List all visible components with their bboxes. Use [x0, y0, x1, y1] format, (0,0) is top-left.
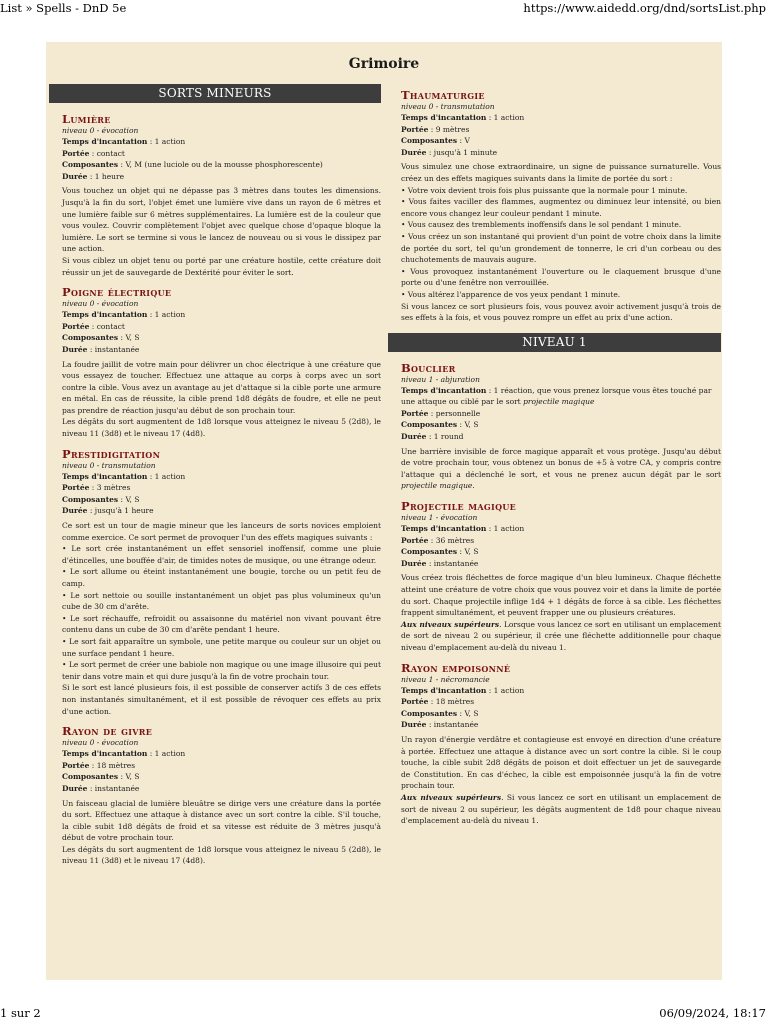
spell-card	[62, 285, 381, 440]
spell-components: Composantes : V, S	[401, 547, 479, 557]
right-column	[388, 88, 721, 834]
spell-description: Un rayon d'énergie verdâtre et contagieuse est envoyé en direction d'une créature à portée. Effectuez une attaque à distance avec un sort contre la cible. Si le coup touche, la cible subit 2d8 dégâts de poison et doit effectuer un jet de sauvegarde de Constitution. En cas d'échec, la cible est empoisonnée jusqu'à la fin de votre prochain tour. Aux niveaux supérieurs. Si vous lancez ce sort en utilisant un emplacement de sort de niveau 2 ou supérieur, les dégâts augmentent de 1d8 pour chaque niveau d'emplacement au-delà du niveau 1.	[401, 734, 721, 826]
spell-name: Rayon de givre	[62, 724, 153, 739]
spell-casting-time: Temps d'incantation : 1 réaction, que vous prenez lorsque vous êtes touché par une attaque ou ciblé par le sort projectile magique	[401, 385, 712, 407]
spell-name: Poigne électrique	[62, 285, 172, 300]
spell-duration: Durée : 1 round	[401, 432, 464, 442]
spell-components: Composantes : V, S	[62, 333, 140, 343]
spell-range: Portée : contact	[62, 148, 125, 158]
spell-level-school: niveau 1 - évocation	[401, 513, 478, 523]
spell-range: Portée : 18 mètres	[401, 697, 475, 707]
spell-card	[401, 361, 721, 492]
spell-casting-time: Temps d'incantation : 1 action	[401, 113, 525, 122]
spell-level-school: niveau 0 - transmutation	[62, 460, 156, 470]
spell-name: Prestidigitation	[62, 446, 161, 461]
spell-duration: Durée : jusqu'à 1 minute	[401, 147, 498, 157]
spell-description: La foudre jaillit de votre main pour délivrer un choc électrique à une créature que vous essayez de toucher. Effectuez une attaque au corps à corps avec un sort contre la cible. Vous avez un avantage au jet d'attaque si la cible porte une armure en métal. En cas de réussite, la cible prend 1d8 dégâts de foudre, et elle ne peut pas prendre de réaction jusqu'au début de son prochain tour. Les dégâts du sort augmentent de 1d8 lorsque vous atteignez le niveau 5 (2d8), le niveau 11 (3d8) et le niveau 17 (4d8).	[62, 359, 381, 439]
grimoire-page	[46, 42, 722, 980]
spell-description: Vous créez trois fléchettes de force magique d'un bleu lumineux. Chaque fléchette atteint une créature de votre choix que vous pouvez voir et dans la limite de portée du sort. Chaque projectile inflige 1d4 + 1 dégâts de force à sa cible. Les fléchettes frappent simultanément, et peuvent frapper une ou plusieurs créatures. Aux niveaux supérieurs. Lorsque vous lancez ce sort en utilisant un emplacement de sort de niveau 2 ou supérieur, il crée une fléchette additionnelle pour chaque niveau d'emplacement au-delà du niveau 1.	[401, 573, 721, 652]
spell-level-school: niveau 0 - évocation	[62, 738, 139, 748]
spell-card	[62, 724, 381, 867]
spell-components: Composantes : V, S	[401, 420, 479, 430]
print-header-title: List » Spells - DnD 5e	[0, 1, 127, 15]
spell-components: Composantes : V, M (une luciole ou de la mousse phosphorescente)	[62, 160, 323, 170]
spell-name: Thaumaturgie	[401, 88, 485, 102]
spell-casting-time: Temps d'incantation : 1 action	[62, 749, 186, 759]
spell-range: Portée : 18 mètres	[62, 760, 136, 770]
cantrip-list	[49, 112, 381, 867]
spell-casting-time: Temps d'incantation : 1 action	[401, 524, 525, 534]
spell-level-school: niveau 1 - abjuration	[401, 374, 480, 384]
spell-casting-time: Temps d'incantation : 1 action	[62, 310, 186, 320]
spell-card	[401, 88, 721, 324]
spell-range: Portée : personnelle	[401, 408, 481, 418]
print-date: 06/09/2024, 18:17	[659, 1006, 766, 1020]
spell-description: Vous touchez un objet qui ne dépasse pas 3 mètres dans toutes les dimensions. Jusqu'à la fin du sort, l'objet émet une lumière vive dans un rayon de 6 mètres et une lumière faible sur 6 mètres supplémentaires. La lumière est de la couleur que vous voulez. Couvrir complètement l'objet avec quelque chose d'opaque bloque la lumière. Le sort se termine si vous le lancez de nouveau ou si vous le dissipez par une action. Si vous ciblez un objet tenu ou porté par une créature hostile, cette créature doit réussir un jet de sauvegarde de Dextérité pour éviter le sort.	[62, 186, 381, 277]
print-footer	[0, 1006, 768, 1024]
spell-range: Portée : contact	[62, 321, 125, 331]
section-header-level-1: NIVEAU 1	[388, 333, 721, 352]
left-column	[49, 84, 381, 874]
spell-components: Composantes : V	[401, 136, 470, 146]
spell-card	[62, 112, 381, 278]
spell-duration: Durée : instantanée	[401, 558, 479, 568]
spell-card	[401, 499, 721, 654]
spell-range: Portée : 36 mètres	[401, 535, 475, 545]
spell-casting-time: Temps d'incantation : 1 action	[401, 685, 525, 695]
spell-components: Composantes : V, S	[62, 772, 140, 782]
spell-level-school: niveau 0 - évocation	[62, 299, 139, 309]
spell-duration: Durée : 1 heure	[62, 171, 125, 181]
spell-name: Lumière	[62, 112, 111, 126]
spell-level-school: niveau 1 - nécromancie	[401, 674, 490, 684]
print-header-url: https://www.aidedd.org/dnd/sortsList.php	[523, 1, 766, 15]
page-title: Grimoire	[348, 56, 420, 72]
spell-duration: Durée : instantanée	[401, 720, 479, 730]
spell-components: Composantes : V, S	[62, 494, 140, 504]
print-header	[0, 0, 768, 18]
spell-casting-time: Temps d'incantation : 1 action	[62, 471, 186, 481]
spell-range: Portée : 3 mètres	[62, 483, 131, 493]
spell-casting-time: Temps d'incantation : 1 action	[62, 137, 186, 146]
spell-duration: Durée : instantanée	[62, 783, 140, 793]
spell-components: Composantes : V, S	[401, 708, 479, 718]
spell-range: Portée : 9 mètres	[401, 124, 470, 134]
spell-level-school: niveau 0 - évocation	[62, 126, 139, 135]
section-header-cantrips: SORTS MINEURS	[49, 84, 381, 103]
spell-description: Une barrière invisible de force magique apparaît et vous protège. Jusqu'au début de votre prochain tour, vous obtenez un bonus de +5 à votre CA, y compris contre l'attaque qui a déclenché le sort, et vous ne prenez aucun dégât par le sort projectile magique.	[401, 446, 721, 491]
spell-description: Un faisceau glacial de lumière bleuâtre se dirige vers une créature dans la portée du sort. Effectuez une attaque à distance avec un sort contre la cible. S'il touche, la cible subit 1d8 dégâts de froid et sa vitesse est réduite de 3 mètres jusqu'à début de votre prochain tour. Les dégâts du sort augmentent de 1d8 lorsque vous atteignez le niveau 5 (2d8), le niveau 11 (3d8) et le niveau 17 (4d8).	[62, 798, 381, 866]
spell-description: Ce sort est un tour de magie mineur que les lanceurs de sorts novices emploient comme exercice. Ce sort permet de provoquer l'un des effets magiques suivants : • Le sort crée instantanément un effet sensoriel inoffensif, comme une pluie d'étincelles, une bouffée d'air, de timides notes de musique, ou une étrange odeur. • Le sort allume ou éteint instantanément une bougie, torche ou un petit feu de camp. • Le sort nettoie ou souille instantanément un objet pas plus volumineux qu'un cube de 30 cm d'arête. • Le sort réchauffe, refroidit ou assaisonne du matériel non vivant pouvant être contenu dans un cube de 30 cm d'arête pendant 1 heure. • Le sort fait apparaître un symbole, une petite marque ou couleur sur un objet ou une surface pendant 1 heure. • Le sort permet de créer une babiole non magique ou une image illusoire qui peut tenir dans votre main et qui dure jusqu'à la fin de votre prochain tour. Si le sort est lancé plusieurs fois, il est possible de conserver actifs 3 de ces effets non instantanés simultanément, et il est possible de révoquer ces effets au prix d'une action.	[62, 521, 381, 716]
page-counter: 1 sur 2	[0, 1006, 41, 1020]
spell-name: Rayon empoisonné	[401, 660, 511, 675]
spell-description: Vous simulez une chose extraordinaire, un signe de puissance surnaturelle. Vous créez un des effets magiques suivants dans la limite de portée du sort : • Votre voix devient trois fois plus puissante que la normale pour 1 minute. • Vous faites vaciller des flammes, augmentez ou diminuez leur intensité, ou bien encore vous changez leur couleur pendant 1 minute. • Vous causez des tremblements inoffensifs dans le sol pendant 1 minute. • Vous créez un son instantané qui provient d'un point de votre choix dans la limite de portée du sort, tel qu'un grondement de tonnerre, le cri d'un corbeau ou des chuchotements de mauvais augure. • Vous provoquez instantanément l'ouverture ou le claquement brusque d'une porte ou d'une fenêtre non verrouillée. • Vous altérez l'apparence de vos yeux pendant 1 minute. Si vous lancez ce sort plusieurs fois, vous pouvez avoir activement jusqu'à trois de ses effets à la fois, et vous pouvez rompre un effet au prix d'une action.	[401, 162, 721, 323]
spell-name: Projectile magique	[401, 499, 517, 514]
spell-name: Bouclier	[401, 360, 456, 375]
spell-card	[401, 661, 721, 827]
spell-duration: Durée : jusqu'à 1 heure	[62, 506, 154, 516]
spell-duration: Durée : instantanée	[62, 344, 140, 354]
spell-card	[62, 447, 381, 717]
spell-level-school: niveau 0 - transmutation	[401, 102, 495, 111]
